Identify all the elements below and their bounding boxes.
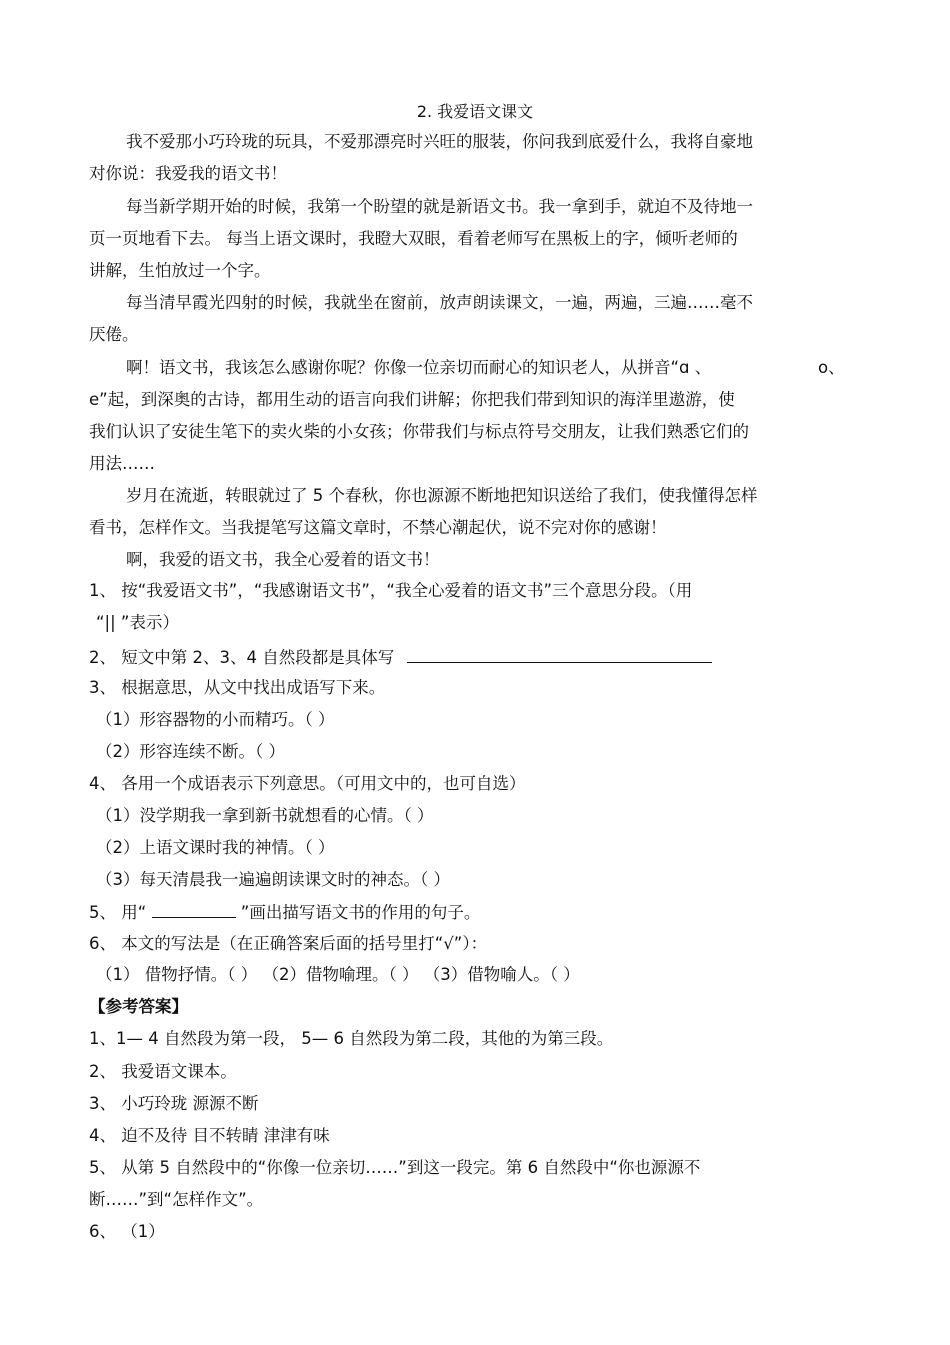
question-4-item: （1）没学期我一拿到新书就想看的心情。（ ） (96, 806, 434, 825)
passage-line: 我不爱那小巧玲珑的玩具，不爱那漂亮时兴旺的服装，你问我到底爱什么，我将自豪地 (126, 132, 753, 151)
answer-4: 4、 迫不及待 目不转睛 津津有味 (89, 1126, 330, 1145)
answer-5-cont: 断……”到“怎样作文”。 (89, 1190, 264, 1209)
question-5-suffix: ”画出描写语文书的作用的句子。 (240, 903, 481, 922)
passage-line: 岁月在流逝，转眼就过了 5 个春秋，你也源源不断地把知识送给了我们，使我懂得怎样 (126, 486, 758, 505)
answer-2: 2、 我爱语文课本。 (89, 1062, 237, 1081)
passage-line: 我们认识了安徒生笔下的卖火柴的小女孩；你带我们与标点符号交朋友，让我们熟悉它们的 (89, 422, 749, 441)
passage-line: 讲解，生怕放过一个字。 (89, 261, 271, 280)
passage-line: e”起，到深奥的古诗，都用生动的语言向我们讲解；你把我们带到知识的海洋里遨游，使 (89, 390, 735, 409)
passage-line: 每当清早霞光四射的时候，我就坐在窗前，放声朗读课文，一遍，两遍，三遍……毫不 (126, 293, 753, 312)
passage-line: 啊，我爱的语文书，我全心爱着的语文书！ (126, 550, 440, 569)
passage-line: 厌倦。 (89, 325, 139, 344)
question-3-item: （2）形容连续不断。（ ） (96, 742, 285, 761)
passage-line: 对你说：我爱我的语文书！ (89, 164, 287, 183)
passage-line: 看书，怎样作文。当我提笔写这篇文章时，不禁心潮起伏，说不完对你的感谢！ (89, 518, 667, 537)
question-4: 4、 各用一个成语表示下列意思。（可用文中的，也可自选） (89, 774, 526, 793)
question-3-item: （1）形容器物的小而精巧。（ ） (96, 710, 335, 729)
answers-heading: 【参考答案】 (89, 997, 188, 1016)
question-4-item: （2）上语文课时我的神情。（ ） (96, 838, 335, 857)
passage-line: 每当新学期开始的时候，我第一个盼望的就是新语文书。我一拿到手，就迫不及待地一 (126, 197, 753, 216)
question-1: 1、 按“我爱语文书”，“我感谢语文书”，“我全心爱着的语文书”三个意思分段。（用 (89, 581, 693, 600)
question-1-cont: “|| ”表示） (96, 613, 179, 632)
question-6: 6、 本文的写法是（在正确答案后面的括号里打“√”）： (89, 934, 488, 953)
answer-5: 5、 从第 5 自然段中的“你像一位亲切……”到这一段完。第 6 自然段中“你也源源不 (89, 1158, 701, 1177)
underline-sample (152, 901, 236, 918)
answer-6: 6、 （1） (89, 1222, 165, 1241)
question-4-item: （3）每天清晨我一遍遍朗读课文时的神态。（ ） (96, 870, 450, 889)
passage-line-fragment: o、 (818, 358, 845, 377)
question-6-options: （1） 借物抒情。（ ） （2）借物喻理。（ ） （3）借物喻人。（ ） (96, 965, 580, 984)
passage-line: 用法…… (89, 454, 155, 473)
question-2 (89, 646, 712, 669)
answer-1: 1、1— 4 自然段为第一段， 5— 6 自然段为第二段，其他的为第三段。 (89, 1029, 614, 1048)
question-2-text: 2、 短文中第 2、3、4 自然段都是具体写 (89, 648, 395, 667)
question-3: 3、 根据意思，从文中找出成语写下来。 (89, 678, 386, 697)
question-5 (89, 901, 480, 924)
passage-line: 页一页地看下去。 每当上语文课时，我瞪大双眼，看着老师写在黑板上的字，倾听老师的 (89, 229, 738, 248)
answer-3: 3、 小巧玲珑 源源不断 (89, 1094, 259, 1113)
answer-blank[interactable] (407, 646, 712, 663)
document-title: 2. 我爱语文课文 (416, 102, 534, 121)
question-5-prefix: 5、 用“ (89, 903, 147, 922)
passage-line: 啊！语文书，我该怎么感谢你呢？你像一位亲切而耐心的知识老人，从拼音“ɑ 、 (126, 358, 712, 377)
